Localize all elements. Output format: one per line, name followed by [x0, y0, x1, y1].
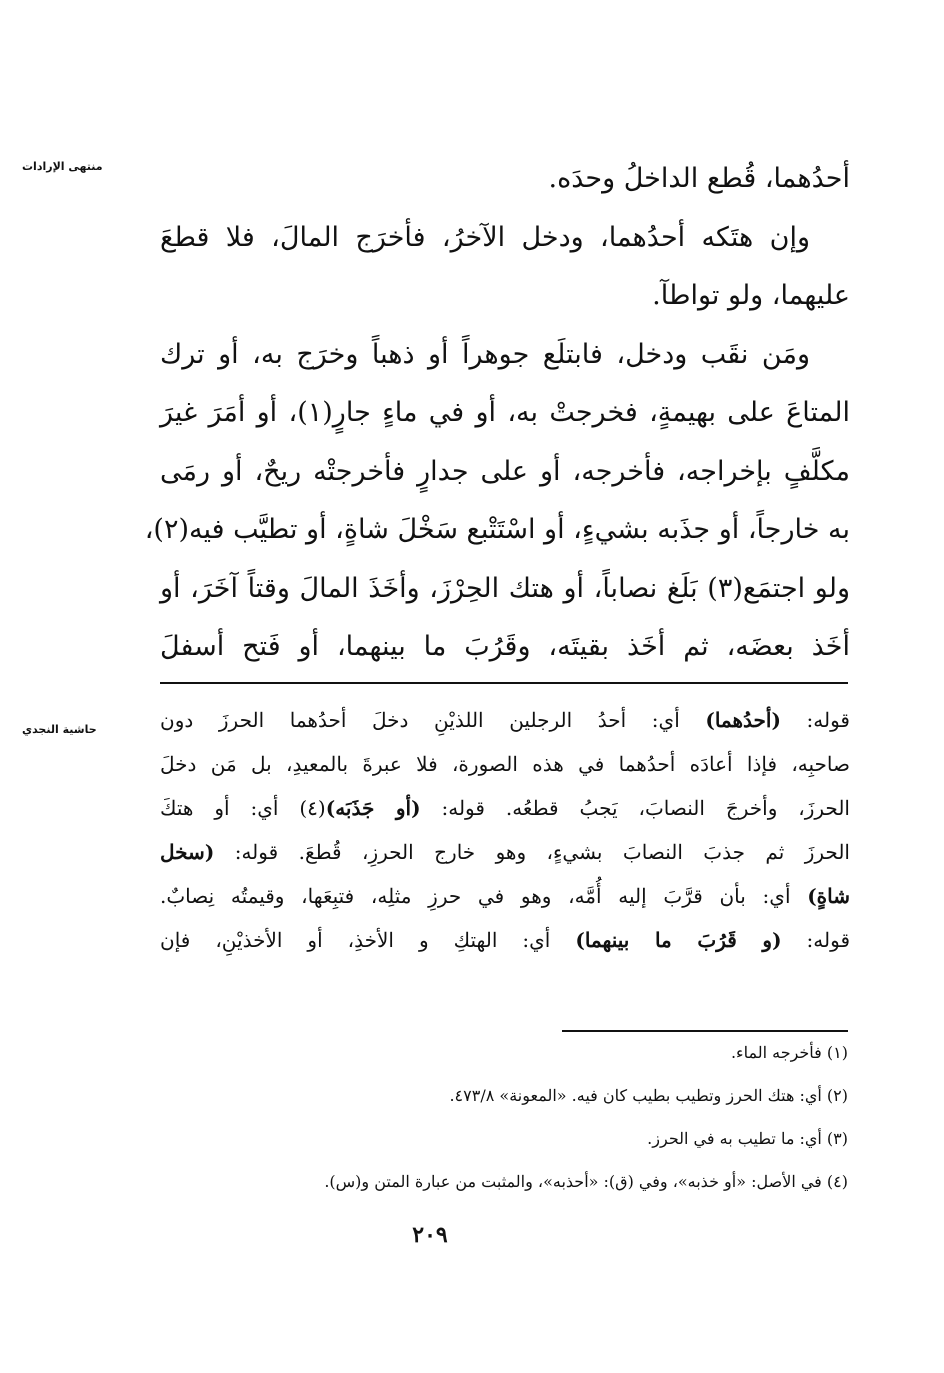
commentary-line: صاحبِه، فإذا أعادَه أحدُهما في هذه الصورة، فلا عبرةَ بالمعيدِ، بل مَن دخلَ — [160, 752, 850, 776]
running-head: منتهى الإرادات — [22, 160, 103, 173]
commentary-line: الحرزَ، وأخرجَ النصابَ، يَجبُ قطعُه. قوله: (أو جَذَبَه)(٤) أي: أو هتكَ — [160, 796, 850, 820]
main-line: ومَن نقَب ودخل، فابتلَع جوهراً أو ذهباً وخرَج به، أو ترك — [160, 338, 810, 370]
footnote: (٤) في الأصل: «أو خذبه»، وفي (ق): «أحذبه»، والمثبت من عبارة المتن و(س). — [324, 1172, 848, 1191]
main-line: به خارجاً، أو جذَبه بشيءٍ، أو اسْتَتْبع سَخْلَ شاةٍ، أو تطيَّب فيه(٢)، — [144, 514, 850, 545]
footnote-divider — [562, 1030, 848, 1032]
commentary-line: قوله: (و قَرُبَ ما بينهما) أي: الهتكِ و الأخذِ، أو الأخذيْنِ، فإن — [160, 928, 851, 952]
main-divider — [160, 682, 848, 684]
main-line: عليهما، ولو تواطآ. — [652, 280, 850, 311]
main-text — [144, 150, 851, 677]
main-line: المتاعَ على بهيمةٍ، فخرجتْ به، أو في ماءٍ جارٍ(١)، أو أمَرَ غيرَ — [160, 397, 850, 428]
footnote: (٣) أي: ما تطيب به في الحرز. — [647, 1129, 848, 1148]
main-line: وإن هتَكه أحدُهما، ودخل الآخرُ، فأخرَج المالَ، فلا قطعَ — [160, 221, 810, 253]
commentary-line: شاةٍ) أي: بأن قرَّبَ إليه أُمَّه، وهو في حرزِ مثلِه، فتبِعَها، وقيمتُه نِصابٌ. — [160, 884, 850, 908]
footnotes — [160, 1042, 848, 1214]
commentary-line: الحرزَ ثم جذبَ النصابَ بشيءٍ، وهو خارج الحرزِ، قُطعَ. قوله: (سخل — [160, 840, 850, 864]
main-line: أحدُهما، قُطع الداخلُ وحدَه. — [548, 163, 850, 194]
section-label: حاشية النجدي — [22, 723, 97, 736]
page-number: ٢٠٩ — [412, 1222, 448, 1248]
main-line: مكلَّفٍ بإخراجه، فأخرجه، أو على جدارٍ فأخرجتْه ريحٌ، أو رمَى — [160, 455, 850, 487]
commentary — [160, 698, 850, 962]
main-line: ولو اجتمَع(٣) بَلَغ نصاباً، أو هتك الحِرْزَ، وأخَذَ المالَ وقتاً آخَرَ، أو — [160, 572, 851, 604]
commentary-line: قوله: (أحدُهما) أي: أحدُ الرجلين اللذيْنِ دخلَ أحدُهما الحرزَ دون — [160, 708, 850, 732]
main-line: أخَذ بعضَه، ثم أخَذ بقيتَه، وقَرُبَ ما بينهما، أو فَتح أسفلَ — [160, 631, 850, 662]
footnote: (٢) أي: هتك الحرز وتطيب بطيب كان فيه. «المعونة» ٤٧٣/٨. — [449, 1086, 848, 1105]
footnote: (١) فأخرجه الماء. — [730, 1043, 848, 1062]
